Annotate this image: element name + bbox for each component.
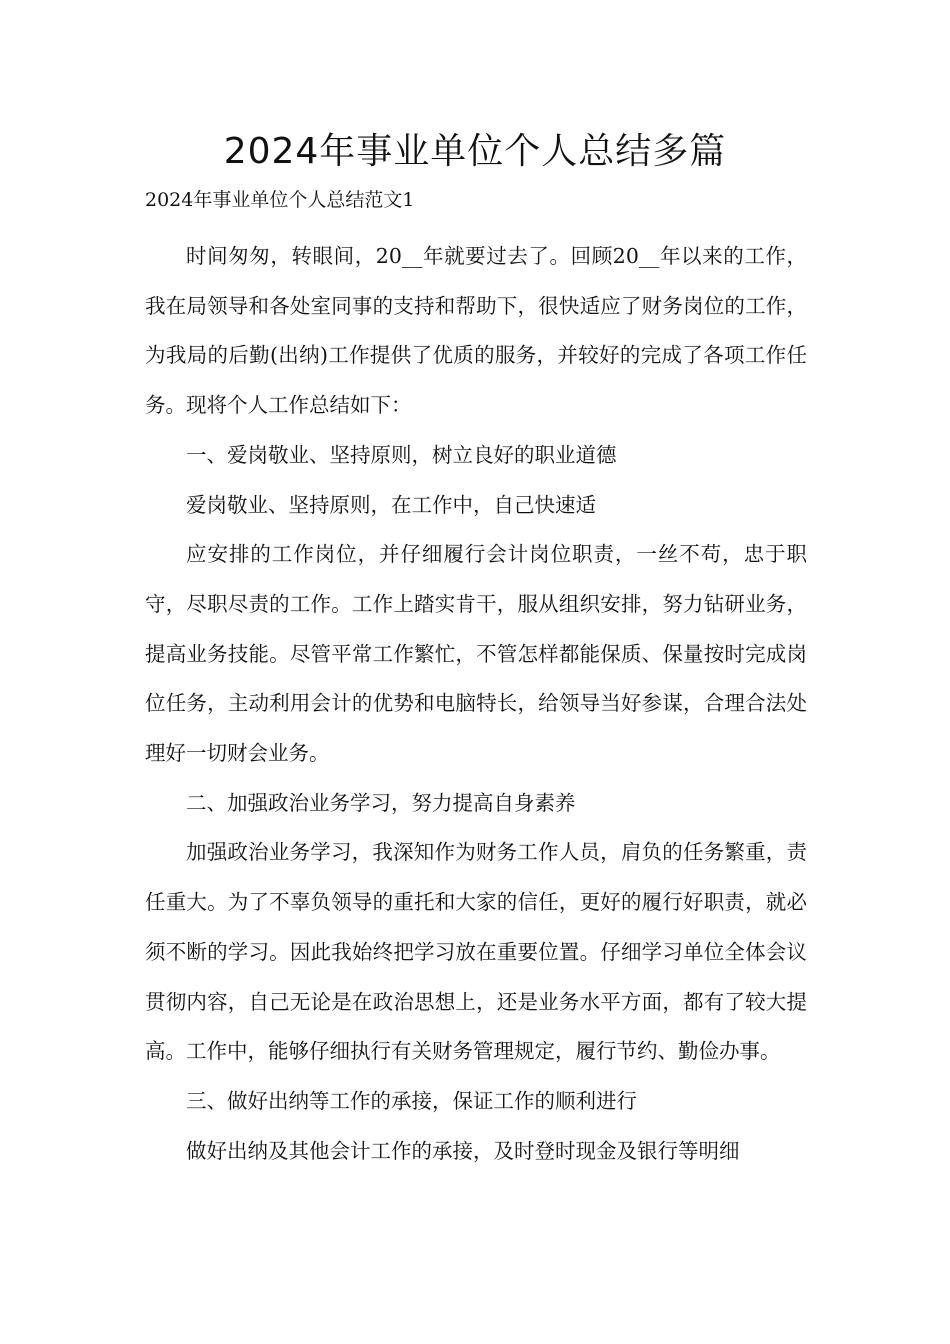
section-heading-2: 二、加强政治业务学习，努力提高自身素养 <box>186 790 576 815</box>
paragraph-section-1-lead: 爱岗敬业、坚持原则，在工作中，自己快速适 <box>186 492 596 517</box>
section-heading-3: 三、做好出纳等工作的承接，保证工作的顺利进行 <box>186 1088 637 1113</box>
paragraph-section-1-body: 应安排的工作岗位，并仔细履行会计岗位职责，一丝不苟，忠于职守，尽职尽责的工作。工作上踏实肯干，服从组织安排，努力钻研业务，提高业务技能。尽管平常工作繁忙，不管怎样都能保质、保量按时完成岗位任务，主动利用会计的优势和电脑特长，给领导当好参谋，合理合法处理好一切财会业务。 <box>145 542 807 766</box>
paragraph-section-3-body: 做好出纳及其他会计工作的承接，及时登时现金及银行等明细 <box>186 1138 740 1163</box>
paragraph-intro: 时间匆匆，转眼间，20__年就要过去了。回顾20__年以来的工作，我在局领导和各处室同事的支持和帮助下，很快适应了财务岗位的工作，为我局的后勤(出纳)工作提供了优质的服务，并较好的完成了各项工作任务。现将个人工作总结如下： <box>145 244 807 418</box>
document-subtitle: 2024年事业单位个人总结范文1 <box>145 189 415 211</box>
document-body <box>145 232 807 1176</box>
paragraph-section-2-body: 加强政治业务学习，我深知作为财务工作人员，肩负的任务繁重，责任重大。为了不辜负领导的重托和大家的信任，更好的履行好职责，就必须不断的学习。因此我始终把学习放在重要位置。仔细学习单位全体会议贯彻内容，自己无论是在政治思想上，还是业务水平方面，都有了较大提高。工作中，能够仔细执行有关财务管理规定，履行节约、勤俭办事。 <box>145 840 807 1064</box>
section-heading-1: 一、爱岗敬业、坚持原则，树立良好的职业道德 <box>186 442 617 467</box>
document-title: 2024年事业单位个人总结多篇 <box>223 131 727 172</box>
